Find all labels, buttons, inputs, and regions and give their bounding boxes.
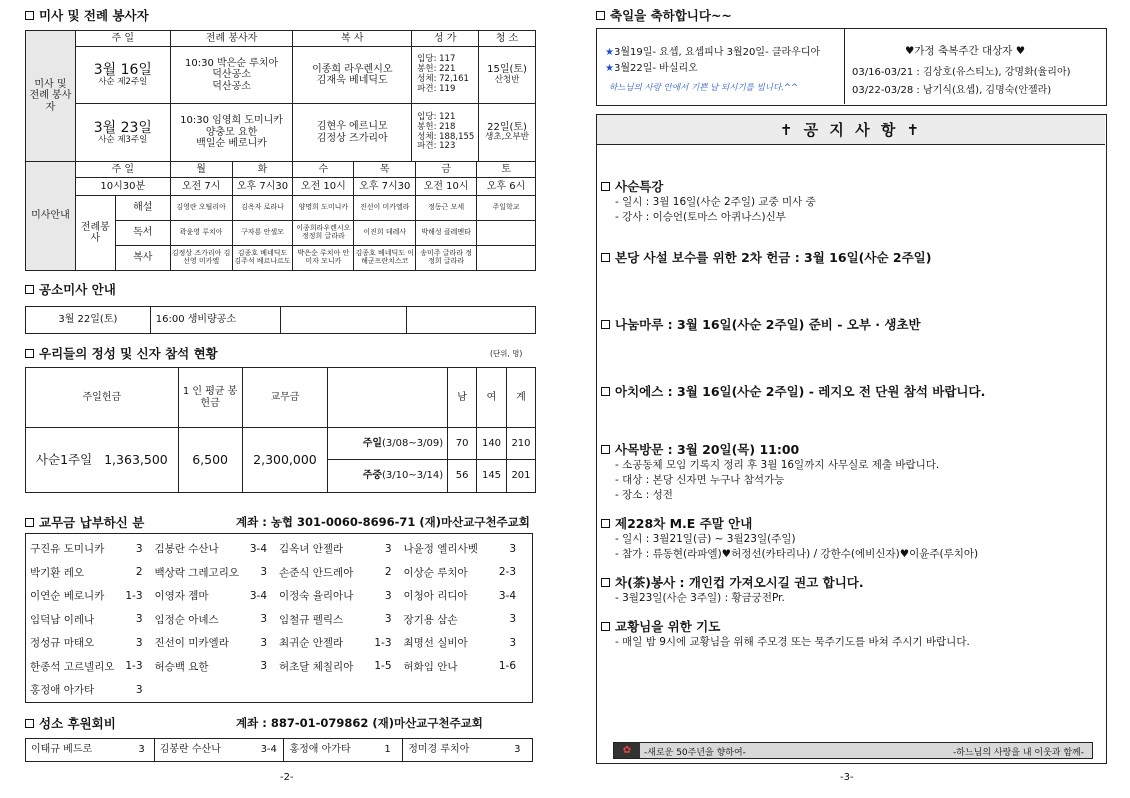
donor-entry: 이정숙 율리아나 3 [279, 589, 392, 603]
donor-entry: 한종석 고르넬리오 1-3 [30, 660, 143, 673]
donor-entry: 최명선 실비아 3 [403, 636, 516, 650]
page-number-right: -3- [840, 772, 854, 783]
donor-entry: 임정순 아녜스 3 [154, 613, 267, 626]
section-title-vocation: 성소 후원회비 [25, 714, 116, 732]
donor-entry: 이영자 젬마 3-4 [154, 589, 267, 603]
notice-detail: - 일시 : 3월 16일(사순 2주일) 교중 미사 중 [615, 196, 816, 208]
mass-table: 미사 및 전례 봉사자 주 일 전례 봉사자 복 사 성 가 청 소 3월 16일 사순 제2주일 10:30 박은순 루치아 덕산공소 덕산공소 이종희 라우렌시오 김재욱 베네딕도 입당: 117 봉헌: 221 성체: 72,161 파견: 119 15일(토) 산청반 3월 23일 사순 제3주일 10:30 임영희 도미니카 양충모 요한 백일순 베로니카 김현우 에르니모 김정상 즈가리아 입당: 121 봉헌: 218 성체: 188,155 파견: 123 22일(토) 생초,오부반 [25, 30, 536, 162]
donor-entry [279, 678, 404, 702]
notice-detail: - 대상 : 본당 신자면 누구나 참석가능 [615, 474, 785, 486]
notice-item: 사목방문 : 3월 20일(목) 11:00 - 소공동체 모임 기록지 정리 후 3월 16일까지 사무실로 제출 바랍니다. - 대상 : 본당 신자면 누구나 참석가능 - 장소 : 성전 [601, 440, 1101, 503]
unit-label: (단위, 명) [490, 349, 523, 358]
footer-bar [613, 742, 1093, 759]
checkbox-bullet-icon [25, 11, 34, 20]
section-title-chapel: 공소미사 안내 [25, 280, 116, 298]
notice-item: 제228차 M.E 주말 안내 - 일시 : 3월21일(금) ~ 3월23일(주일) - 참가 : 류동현(라파엘)♥허정선(카타리나) / 강한수(에비신자)♥이윤주(루치아) [601, 514, 1101, 562]
family-title: ♥가정 축복주간 대상자 ♥ [905, 45, 1026, 57]
donor-entry: 장기용 삼손 3 [403, 613, 516, 626]
donor-list [25, 533, 533, 703]
footer-left-text: -새로운 50주년을 향하여- [644, 748, 746, 758]
checkbox-bullet-icon [601, 519, 610, 528]
donor-entry: 김봉란 수산나 3-4 [154, 542, 267, 556]
donor-entry: 손준식 안드레아 2 [279, 566, 392, 579]
checkbox-bullet-icon [25, 349, 34, 358]
checkbox-bullet-icon [601, 445, 610, 454]
notice-detail: - 매일 밤 9시에 교황님을 위해 주모경 또는 묵주기도를 바쳐 주시기 바랍니다. [615, 636, 970, 648]
offering-row: 주중(3/10~3/14) 56 145 201 [26, 460, 536, 493]
role-row: 전례봉사 해설 김영란 오틸리아 김옥자 로라나 양명희 도미니카 진선이 미카엘라 정동근 모세 주일학교 [26, 196, 536, 221]
checkbox-bullet-icon [25, 285, 34, 294]
section-title-offering: 우리들의 정성 및 신자 참석 현황 [25, 344, 218, 362]
donor-entry: 김옥녀 안젤라 3 [279, 542, 392, 556]
feast-line-1: ★3월19일- 요셉, 요셉피나 3월20일- 클라우디아 [605, 47, 821, 58]
feast-box [596, 28, 1107, 106]
notice-detail: - 일시 : 3월21일(금) ~ 3월23일(주일) [615, 533, 796, 545]
role-row: 복사 김정상 즈가리아 김선영 미카엘 김종호 베네딕도 김주석 베르나르도 박은순 루치아 안미자 모니카 김종호 베네딕도 이해군프란치스코 송미주 글라라 정정희 글라라 [26, 246, 536, 271]
notice-box [596, 114, 1107, 764]
checkbox-bullet-icon [601, 578, 610, 587]
sponsor-table: 이태규 베드로 3 김봉란 수산나 3-4 홍정애 아가타 1 정미경 루치아 3 [25, 738, 533, 762]
donor-entry: 임철규 펠릭스 3 [279, 613, 392, 626]
blessing-text: 하느님의 사랑 안에서 기쁜 날 되시기를 빕니다.^^ [609, 83, 799, 93]
notice-item: 본당 사설 보수를 위한 2차 헌금 : 3월 16일(사순 2주일) [601, 248, 1101, 266]
checkbox-bullet-icon [596, 11, 605, 20]
role-row: 독서 곽윤영 루치아 구자룡 안셀모 이종희라우렌시오 정정희 글라라 이진희 데레사 박해성 클레멘타 [26, 221, 536, 246]
offering-table: 주일헌금 1 인 평균 봉헌금 교무금 남 여 계 사순1주일 1,363,500 6,500 2,300,000 주일(3/08~3/09) 70 140 210 주중(3/10~3/14) 56 145 201 [25, 367, 536, 493]
checkbox-bullet-icon [25, 719, 34, 728]
donor-entry: 임덕남 이레나 3 [30, 613, 143, 626]
donor-entry: 구진유 도미니카 3 [30, 542, 143, 556]
dues-account: 계좌 : 농협 301-0060-8696-71 (재)마산교구천주교회 [236, 515, 530, 529]
donor-entry: 박기환 레오 2 [30, 566, 143, 579]
weekday-mass-table: 미사안내 주 일 월 화 수 목 금 토 10시30분 오전 7시 오후 7시30 오전 10시 오후 7시30 오전 10시 오후 6시 전례봉사 해설 김영란 오틸리아 김옥자 로라나 양명희 도미니카 진선이 미카엘라 정동근 모세 주일학교 독서 곽윤영 루치아 구자룡 안셀모 이종희라우렌시오 정정희 글라라 이진희 데레사 박해성 클레멘타 복사 김정상 즈가리아 김선영 미카엘 김종호 베네딕도 김주석 베르나르도 박은순 루치아 안미자 모니카 김종호 베네딕도 이해군프란치스코 송미주 글라라 정정희 글라라 [25, 161, 536, 271]
checkbox-bullet-icon [601, 387, 610, 396]
donor-entry: 이청아 리디아 3-4 [403, 589, 516, 603]
weekday-side-label: 미사안내 [26, 162, 76, 271]
checkbox-bullet-icon [601, 182, 610, 191]
section-title-dues: 교무금 납부하신 분 [25, 513, 144, 531]
family-line: 03/16-03/21 : 김상호(유스티노), 강명화(율리아) [852, 67, 1071, 78]
notice-item: 사순특강 - 일시 : 3월 16일(사순 2주일) 교중 미사 중 - 강사 : 이승언(토마스 아퀴나스)신부 [601, 177, 1101, 225]
donor-entry: 허승백 요한 3 [154, 660, 267, 673]
feast-line-2: ★3월22일- 바실리오 [605, 63, 698, 74]
mass-side-label: 미사 및 전례 봉사자 [26, 31, 76, 162]
notice-item: 나눔마루 : 3월 16일(사순 2주일) 준비 - 오부 · 생초반 [601, 315, 1101, 333]
vocation-account: 계좌 : 887-01-079862 (재)마산교구천주교회 [236, 716, 483, 730]
donor-entry: 허화임 안나 1-6 [403, 660, 516, 673]
notice-detail: - 강사 : 이승언(토마스 아퀴나스)신부 [615, 211, 786, 223]
notice-detail: - 소공동체 모임 기록지 정리 후 3월 16일까지 사무실로 제출 바랍니다. [615, 459, 940, 471]
page-number-left: -2- [280, 772, 294, 783]
notice-item: 교황님을 위한 기도 - 매일 밤 9시에 교황님을 위해 주모경 또는 묵주기도를 바쳐 주시기 바랍니다. [601, 617, 1101, 650]
checkbox-bullet-icon [601, 622, 610, 631]
section-title-feast: 축일을 축하합니다~~ [596, 6, 732, 24]
section-title-mass: 미사 및 전례 봉사자 [25, 6, 149, 24]
mass-row: 3월 23일 사순 제3주일 10:30 임영희 도미니카 양충모 요한 백일순 베로니카 김현우 에르니모 김정상 즈가리아 입당: 121 봉헌: 218 성체: 188,155 파견: 123 22일(토) 생초,오부반 [26, 104, 536, 162]
mass-row: 3월 16일 사순 제2주일 10:30 박은순 루치아 덕산공소 덕산공소 이종희 라우렌시오 김재욱 베네딕도 입당: 117 봉헌: 221 성체: 72,161 파견: 119 15일(토) 산청반 [26, 47, 536, 104]
donor-entry: 홍정애 아가타 3 [30, 683, 143, 697]
checkbox-bullet-icon [601, 253, 610, 262]
notice-item: 차(茶)봉사 : 개인컵 가져오시길 권고 합니다. - 3월23일(사순 3주일) : 황금궁전Pr. [601, 573, 1101, 606]
donor-entry: 최귀순 안젤라 1-3 [279, 636, 392, 650]
chapel-table: 3월 22일(토) 16:00 생비량공소 [25, 306, 536, 334]
notice-header: ✝ 공 지 사 항 ✝ [597, 115, 1105, 145]
checkbox-bullet-icon [25, 518, 34, 527]
donor-entry [155, 678, 280, 702]
notice-item: 아치에스 : 3월 16일(사순 2주일) - 레지오 전 단원 참석 바랍니다. [601, 382, 1101, 400]
offering-row: 사순1주일 1,363,500 6,500 2,300,000 주일(3/08~3/09) 70 140 210 [26, 428, 536, 460]
donor-entry: 이연순 베로니카 1-3 [30, 589, 143, 603]
notice-detail: - 3월23일(사순 3주일) : 황금궁전Pr. [615, 592, 785, 604]
footer-right-text: -하느님의 사랑을 내 이웃과 함께- [953, 748, 1084, 758]
donor-entry [404, 678, 529, 702]
donor-entry: 정성규 마태오 3 [30, 636, 143, 650]
parish-logo-icon: ✿ [614, 743, 640, 758]
checkbox-bullet-icon [601, 320, 610, 329]
notice-detail: - 참가 : 류동현(라파엘)♥허정선(카타리나) / 강한수(에비신자)♥이윤주(루치아) [615, 548, 979, 560]
donor-entry: 이상순 루치아 2-3 [403, 566, 516, 579]
donor-entry: 진선이 미카엘라 3 [154, 636, 267, 650]
donor-entry: 백상락 그레고리오 3 [154, 566, 267, 579]
family-line: 03/22-03/28 : 남기식(요셉), 김명숙(안젤라) [852, 85, 1052, 96]
donor-entry: 허초달 체칠리아 1-5 [279, 660, 392, 673]
donor-entry: 나윤정 엘리사벳 3 [403, 542, 516, 556]
notice-detail: - 장소 : 성전 [615, 489, 673, 501]
